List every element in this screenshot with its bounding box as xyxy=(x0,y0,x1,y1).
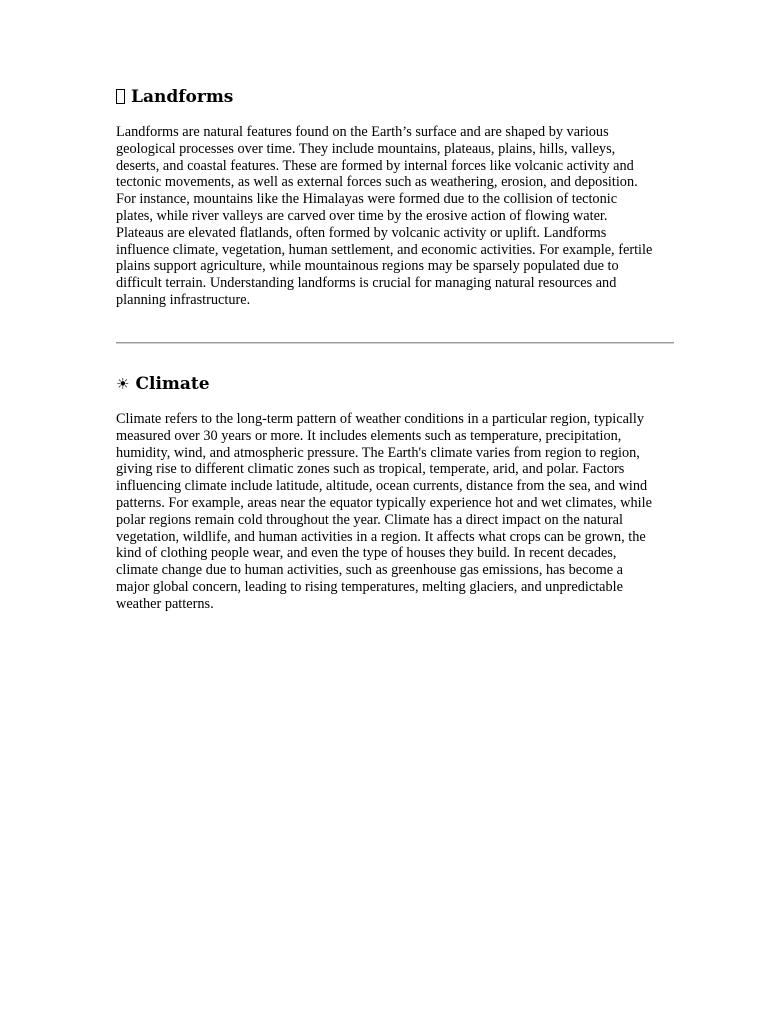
section-title-text: Landforms xyxy=(131,87,234,107)
section-body-landforms: Landforms are natural features found on the Earth’s surface and are shaped by various geological processes over time. They include mountains, plateaus, plains, hills, valleys, deserts, and coastal features. These are formed by internal forces like volcanic activity and tectonic movements, as well as external forces such as weathering, erosion, and deposition. For instance, mountains like the Himalayas were formed due to the collision of tectonic plates, while river valleys are carved over time by the erosive action of flowing water. Plateaus are elevated flatlands, often formed by volcanic activity or uplift. Landforms influence climate, vegetation, human settlement, and economic activities. For example, fertile plains support agriculture, while mountainous regions may be sparsely populated due to difficult terrain. Understanding landforms is crucial for managing natural resources and planning infrastructure. xyxy=(116,124,653,308)
section-divider xyxy=(116,342,674,344)
sun-icon: ☀ xyxy=(116,375,130,393)
section-body-climate: Climate refers to the long-term pattern of weather conditions in a particular region, typically measured over 30 years or more. It includes elements such as temperature, precipitation, humidity, wind, and atmospheric pressure. The Earth's climate varies from region to region, giving rise to different climatic zones such as tropical, temperate, arid, and polar. Factors influencing climate include latitude, altitude, ocean currents, distance from the sea, and wind patterns. For example, areas near the equator typically experience hot and wet climates, while polar regions remain cold throughout the year. Climate has a direct impact on the natural vegetation, wildlife, and human activities in a region. It affects what crops can be grown, the kind of clothing people wear, and even the type of houses they build. In recent decades, climate change due to human activities, such as greenhouse gas emissions, has become a major global concern, leading to rising temperatures, melting glaciers, and unpredictable weather patterns. xyxy=(116,411,652,612)
section-title-text: Climate xyxy=(135,374,210,394)
section-title-landforms xyxy=(116,86,233,108)
section-title-climate xyxy=(116,373,210,395)
mountain-icon xyxy=(116,86,125,108)
